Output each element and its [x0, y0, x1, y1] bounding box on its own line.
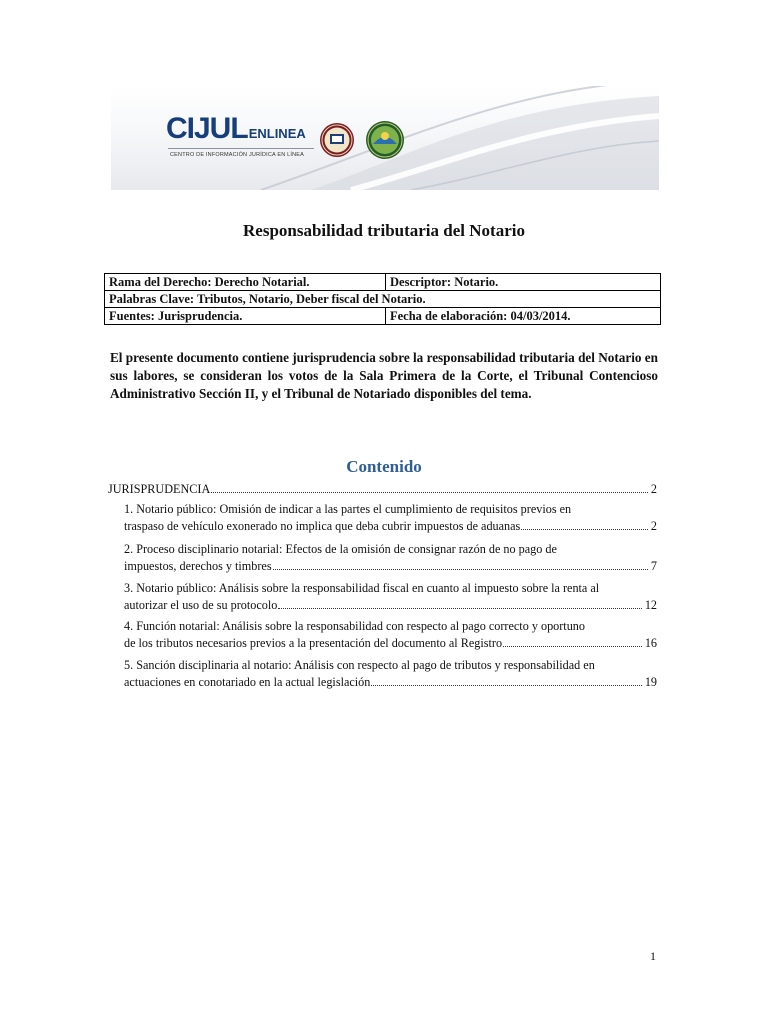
law-faculty-seal-icon [365, 120, 405, 160]
toc-page-number: 7 [650, 559, 657, 573]
toc-leader [211, 481, 648, 493]
table-row [105, 291, 661, 308]
toc-section-label: JURISPRUDENCIA [108, 482, 211, 496]
keywords-cell: Palabras Clave: Tributos, Notario, Deber fiscal del Notario. [105, 291, 661, 308]
toc-page-number: 16 [644, 636, 657, 650]
toc-page-number: 2 [650, 482, 657, 496]
toc-page-number: 2 [650, 519, 657, 533]
brand-tagline: CENTRO DE INFORMACIÓN JURÍDICA EN LÍNEA [170, 152, 305, 158]
table-row [105, 274, 661, 291]
toc-leader [273, 558, 648, 570]
toc-entry-2[interactable] [124, 557, 657, 575]
toc-entry-text: autorizar el uso de su protocolo [124, 598, 278, 612]
descriptor-cell: Descriptor: Notario. [386, 274, 661, 291]
toc-entry-text: traspaso de vehículo exonerado no implica que deba cubrir impuestos de aduanas [124, 519, 521, 533]
date-cell: Fecha de elaboración: 04/03/2014. [386, 308, 661, 325]
toc-entry-3[interactable] [124, 596, 657, 614]
toc-entry-4-line1[interactable]: 4. Función notarial: Análisis sobre la responsabilidad con respecto al pago correcto y oportuno [124, 619, 585, 633]
branch-cell: Rama del Derecho: Derecho Notarial. [105, 274, 386, 291]
brand-main: CIJUL [166, 112, 248, 145]
metadata-table [104, 273, 661, 325]
table-row [105, 308, 661, 325]
toc-leader [278, 597, 641, 609]
university-seal-icon [319, 122, 355, 158]
brand-logo [166, 114, 306, 149]
toc-leader [503, 635, 642, 647]
toc-entry-1-line1[interactable]: 1. Notario público: Omisión de indicar a las partes el cumplimiento de requisitos previos en [124, 502, 572, 516]
intro-paragraph: El presente documento contiene jurisprudencia sobre la responsabilidad tributaria del Notario en sus labores, se consideran los votos de la Sala Primera de la Corte, el Tribunal Contencioso Administrativo Sección II, y el Tribunal de Notariado disponibles del tema. [110, 350, 658, 401]
toc-page-number: 12 [644, 598, 657, 612]
toc-leader [521, 518, 648, 530]
toc-entry-3-line1[interactable]: 3. Notario público: Análisis sobre la responsabilidad fiscal en cuanto al impuesto sobre la renta al [124, 581, 600, 595]
toc-entry-text: actuaciones en conotariado en la actual legislación [124, 675, 371, 689]
toc-entry-text: impuestos, derechos y timbres [124, 559, 272, 573]
toc-entry-2-line1[interactable]: 2. Proceso disciplinario notarial: Efectos de la omisión de consignar razón de no pago de [124, 542, 557, 556]
toc-entry-1[interactable] [124, 517, 657, 535]
toc-entry-text: de los tributos necesarios previos a la presentación del documento al Registro [124, 636, 503, 650]
toc-section-jurisprudencia[interactable] [108, 480, 657, 498]
toc-heading: Contenido [346, 457, 422, 476]
page-number: 1 [650, 949, 656, 963]
toc-leader [371, 674, 641, 686]
toc-entry-5-line1[interactable]: 5. Sanción disciplinaria al notario: Análisis con respecto al pago de tributos y responsabilidad en [124, 658, 595, 672]
document-title: Responsabilidad tributaria del Notario [243, 221, 525, 240]
toc-page-number: 19 [644, 675, 657, 689]
toc-entry-5[interactable] [124, 673, 657, 691]
brand-suffix: ENLINEA [248, 126, 306, 141]
brand-divider [168, 148, 314, 149]
header-banner [111, 86, 659, 190]
sources-cell: Fuentes: Jurisprudencia. [105, 308, 386, 325]
toc-entry-4[interactable] [124, 634, 657, 652]
